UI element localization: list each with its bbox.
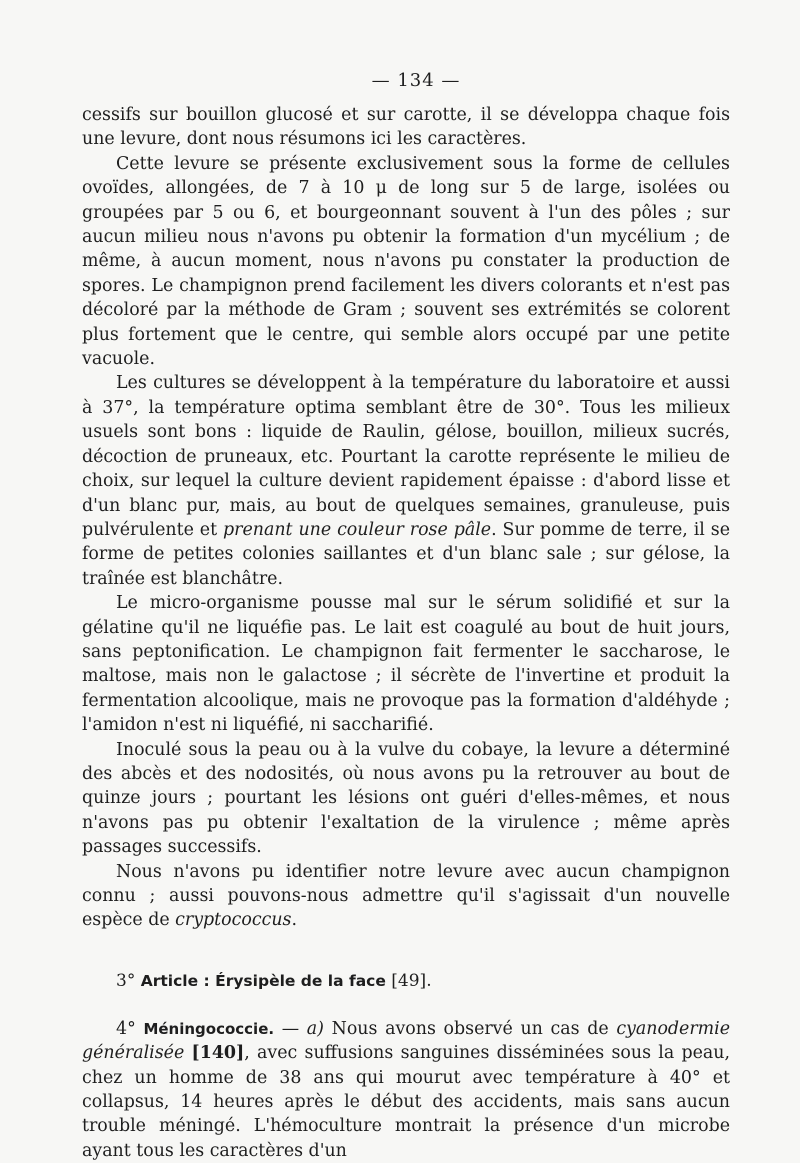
article-3-ref: [49]. xyxy=(391,970,432,991)
article-3-number: 3° xyxy=(116,970,136,991)
paragraph-6-text-b: . xyxy=(291,910,297,931)
paragraph-6-text-a: Nous n'avons pu identifier notre levure avec aucun champignon connu ; aussi pouvons-nous admettre qu'il s'agissait d'un nouvelle espèce de xyxy=(82,861,730,931)
page-number: — 134 — xyxy=(371,70,461,91)
paragraph-3 xyxy=(82,371,730,591)
paragraph-5: Inoculé sous la peau ou à la vulve du cobaye, la levure a déterminé des abcès et des nodosités, où nous avons pu la retrouver au bout de quinze jours ; pourtant les lésions ont guéri d'elles-mêmes, et nous n'avons pas pu obtenir l'exaltation de la virulence ; même après passages successifs. xyxy=(82,739,730,858)
meningo-text-b: , avec suffusions sanguines disséminées sous la peau, chez un homme de 38 ans qui mourut avec température à 40° et collapsus, 14 heures après le début des accidents, mais sans aucun trouble méningé. L'hémoculture montrait la présence d'un microbe ayant tous les caractères d'un xyxy=(82,1043,730,1161)
meningo-number: 4° xyxy=(116,1018,136,1039)
meningo-text-a: Nous avons observé un cas de xyxy=(323,1018,617,1039)
paragraph-6 xyxy=(82,860,730,933)
article-3-label: Article : Érysipèle de la face xyxy=(140,971,386,990)
paragraph-meningococcie xyxy=(82,1017,730,1163)
meningo-ref: [140] xyxy=(191,1043,245,1064)
paragraph-3-text-a: Les cultures se développent à la température du laboratoire et aussi à 37°, la température optima semblant être de 30°. Tous les milieux usuels sont bons : liquide de Raulin, gélose, bouillon, milieux sucrés, décoction de pruneaux, etc. Pourtant la carotte représente le milieu de choix, sur lequel la culture devient rapidement épaisse : d'abord lisse et d'un blanc pur, mais, au bout de quelques semaines, granuleuse, puis pulvérulente et xyxy=(82,373,730,540)
meningo-dash: — xyxy=(274,1018,307,1039)
meningo-label: Méningococcie. xyxy=(143,1019,275,1038)
meningo-sub: a) xyxy=(306,1018,324,1039)
paragraph-2: Cette levure se présente exclusivement sous la forme de cellules ovoïdes, allongées, de 7 à 10 μ de long sur 5 de large, isolées ou groupées par 5 ou 6, et bourgeonnant souvent à l'un des pôles ; sur aucun milieu nous n'avons pu obtenir la formation d'un mycélium ; de même, à aucun moment, nous n'avons pu constater la production de spores. Le champignon prend facilement les divers colorants et n'est pas décoloré par la méthode de Gram ; souvent ses extrémités se colorent plus fortement que le centre, qui semble alors occupé par une petite vacuole. xyxy=(82,153,730,370)
article-3-heading xyxy=(82,971,730,991)
paragraph-1: cessifs sur bouillon glucosé et sur carotte, il se développa chaque fois une levure, dont nous résumons ici les caractères. xyxy=(82,105,730,150)
paragraph-6-emphasis: cryptococcus xyxy=(175,910,292,931)
paragraph-3-emphasis: prenant une couleur rose pâle xyxy=(223,519,492,540)
meningo-emphasis: cyanodermie généralisée xyxy=(82,1018,730,1064)
paragraph-3-text-b: . Sur pomme de terre, il se forme de petites colonies saillantes et d'un blanc sale ; sur gélose, la traînée est blanchâtre. xyxy=(82,519,730,589)
paragraph-4: Le micro-organisme pousse mal sur le sérum solidifié et sur la gélatine qu'il ne liquéfie pas. Le lait est coagulé au bout de huit jours, sans peptonification. Le champignon fait fermenter le saccharose, le maltose, mais non le galactose ; il sécrète de l'invertine et produit la fermentation alcoolique, mais ne provoque pas la formation d'aldéhyde ; l'amidon n'est ni liquéfié, ni saccharifié. xyxy=(82,593,730,736)
